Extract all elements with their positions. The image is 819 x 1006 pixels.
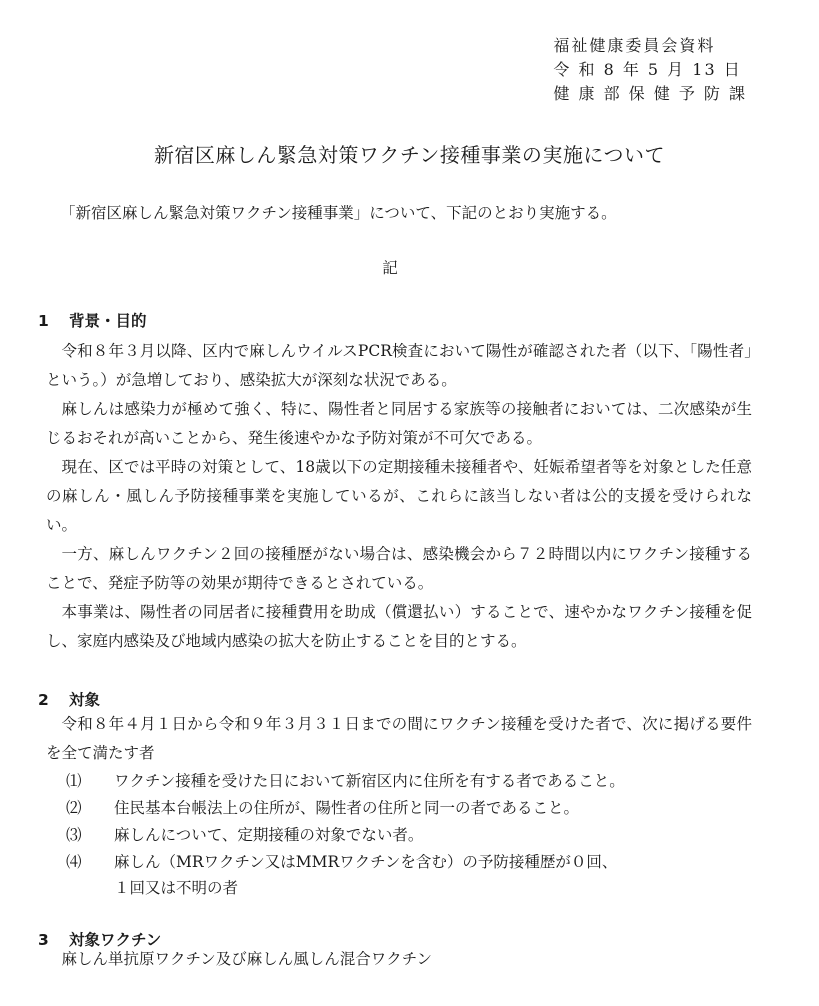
requirement-continuation: １回又は不明の者 (114, 879, 239, 897)
section-2-number: 2 (38, 691, 49, 709)
section-2-lead-text: 令和８年４月１日から令和９年３月３１日までの間にワクチン接種を受けた者で、次に掲げる要件を全て満たす者 (46, 715, 752, 762)
section-3-text: 麻しん単抗原ワクチン及び麻しん風しん混合ワクチン (61, 950, 432, 968)
requirement-text: ワクチン接種を受けた日において新宿区内に住所を有する者であること。 (114, 772, 625, 790)
document-meta (553, 34, 747, 106)
section-1-paragraph: 令和８年３月以降、区内で麻しんウイルスPCR検査において陽性が確認された者（以下、「陽性者」という。）が急増しており、感染拡大が深刻な状況である。 (46, 342, 752, 389)
section-2-heading (38, 688, 100, 710)
section-1-paragraph: 現在、区では平時の対策として、18歳以下の定期接種未接種者や、妊娠希望者等を対象とした任意の麻しん・風しん予防接種事業を実施しているが、これらに該当しない者は公的支援を受けられない。 (46, 458, 752, 534)
requirement-text: 住民基本台帳法上の住所が、陽性者の住所と同一の者であること。 (114, 799, 580, 817)
requirement-item (66, 823, 423, 845)
requirement-text: 麻しんについて、定期接種の対象でない者。 (114, 826, 424, 844)
section-1-heading (38, 309, 147, 331)
section-1-paragraph: 本事業は、陽性者の同居者に接種費用を助成（償還払い）することで、速やかなワクチン接種を促し、家庭内感染及び地域内感染の拡大を防止することを目的とする。 (46, 603, 752, 650)
ki-marker: 記 (382, 259, 398, 277)
requirement-item (66, 850, 617, 872)
section-3-title: 対象ワクチン (69, 931, 162, 949)
department-label: 健 康 部 保 健 予 防 課 (553, 84, 747, 103)
requirement-mark: ⑷ (66, 853, 82, 871)
committee-label: 福祉健康委員会資料 (553, 36, 716, 55)
requirement-item (66, 796, 579, 818)
document-date: 令 和 8 年 5 月 13 日 (553, 60, 742, 79)
requirement-mark: ⑴ (66, 772, 82, 790)
section-1-title: 背景・目的 (69, 312, 147, 330)
section-2-lead (46, 710, 752, 768)
intro-text: 「新宿区麻しん緊急対策ワクチン接種事業」について、下記のとおり実施する。 (60, 204, 617, 222)
section-3-number: 3 (38, 931, 49, 949)
requirement-mark: ⑶ (66, 826, 82, 844)
requirement-item (66, 769, 625, 791)
requirement-mark: ⑵ (66, 799, 82, 817)
section-1-number: 1 (38, 312, 49, 330)
section-1-paragraph: 一方、麻しんワクチン２回の接種歴がない場合は、感染機会から７２時間以内にワクチン接種することで、発症予防等の効果が期待できるとされている。 (46, 545, 752, 592)
section-1-paragraph: 麻しんは感染力が極めて強く、特に、陽性者と同居する家族等の接触者においては、二次感染が生じるおそれが高いことから、発生後速やかな予防対策が不可欠である。 (46, 400, 752, 447)
section-2-title: 対象 (69, 691, 101, 709)
section-1-body (46, 337, 752, 656)
document-title: 新宿区麻しん緊急対策ワクチン接種事業の実施について (153, 143, 666, 167)
requirement-text: 麻しん（MRワクチン又はMMRワクチンを含む）の予防接種歴が０回、 (114, 853, 618, 871)
